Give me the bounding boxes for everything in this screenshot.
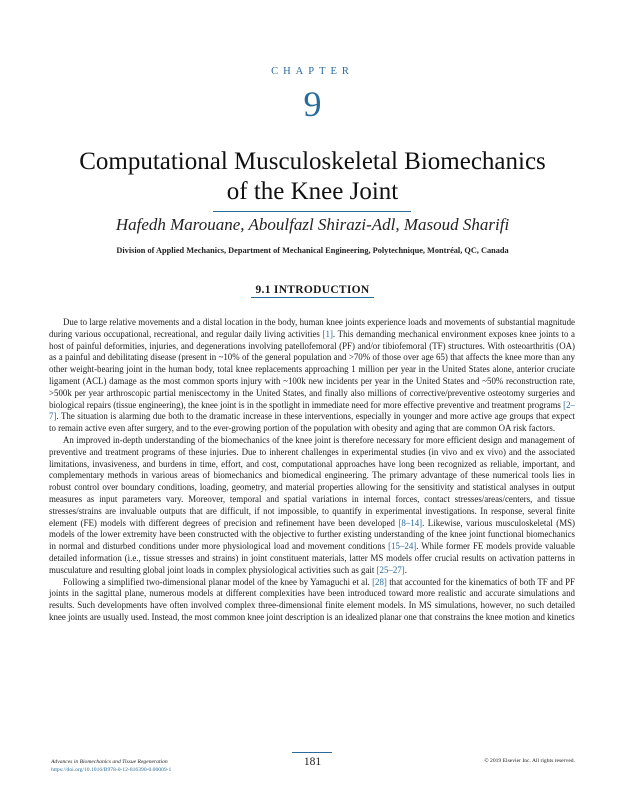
section-heading: 9.1 INTRODUCTION [255, 284, 370, 296]
book-title: Advances in Biomechanics and Tissue Regeneration [51, 759, 168, 765]
text-run: . Likewise, various musculoskeletal (MS) models of the lower extremity have been constructed with the objective to further existing understanding of the knee joint functional biomechanics in normal and disturbed conditions under more physiological load and movement conditions [49, 517, 575, 552]
text-run: . The situation is alarming due both to the dramatic increase in these interventions, especially in younger and more active age groups that expect to remain active even after surgery, and to the ever-growing portion of the population with obesity and aging that are common OA risk factors. [49, 411, 575, 434]
citation-link[interactable]: [15–24] [388, 541, 417, 552]
chapter-label: CHAPTER [271, 66, 354, 77]
affiliation: Division of Applied Mechanics, Department of Mechanical Engineering, Polytechnique, Montréal, QC, Canada [116, 246, 509, 255]
title-line-1: Computational Musculoskeletal Biomechanics [79, 148, 546, 175]
text-run: . [404, 564, 407, 575]
title-divider [213, 211, 411, 212]
doi-link[interactable]: https://doi.org/10.1016/B978-0-12-816390-0.00009-1 [51, 767, 172, 773]
text-run: . This demanding mechanical environment exposes knee joints to a host of painful deformities, injuries, and degenerations involving patellofemoral (PF) and/or tibiofemoral (TF) structures. With osteoarthritis (OA) as a painful and debilitating disease (present in ~10% of the general population and >70% of those over age 65) that affects the knee more than any other weight-bearing joint in the human body, total knee replacements approaching 1 million per year in the United States alone, anterior cruciate ligament (ACL) damage as the most common sports injury with ~100k new incidents per year in the United States and ~50% reconstruction rate, >500k per year arthroscopic partial meniscectomy in the United States, and finally also millions of corrective/preventive osteotomy surgeries and biological repairs (tissue engineering), the knee joint is in the spotlight in immediate need for more effective preventive and treatment programs [49, 328, 575, 410]
text-run: Due to large relative movements and a distal location in the body, human knee joints experience loads and movements of substantial magnitude during various occupational, recreational, and regular daily living activities [49, 317, 575, 339]
footer-divider [292, 752, 332, 753]
paragraph-2 [49, 435, 575, 577]
chapter-number: 9 [303, 84, 322, 124]
footer-citation [51, 758, 171, 774]
section-divider [251, 297, 374, 298]
body-text [49, 317, 575, 624]
text-run: . While former FE models provide valuable detailed information (i.e., tissue stresses and strains) in joint constituent materials, latter MS models offer crucial results on activation patterns in musculature and resulting global joint loads in complex physiological activities such as gait [49, 541, 575, 575]
paragraph-3 [49, 577, 575, 624]
citation-link[interactable]: [2–7] [49, 399, 575, 422]
paragraph-1 [49, 317, 575, 435]
authors: Hafedh Marouane, Aboulfazl Shirazi-Adl, Masoud Sharifi [115, 215, 510, 234]
page-number: 181 [303, 756, 322, 768]
citation-link[interactable]: [28] [372, 576, 387, 587]
chapter-title [40, 147, 585, 207]
text-run: that accounted for the kinematics of both TF and PF joints in the sagittal plane, numerous models at different complexities have been introduced toward more realistic and accurate simulations and results. Such developments have often involved complex three-dimensional finite element models. In MS simulations, however, no such detailed knee joints are usually used. Instead, the most common knee joint description is an idealized planar one that constrains the knee motion and kinetics [49, 576, 575, 622]
title-line-2: of the Knee Joint [226, 178, 399, 205]
copyright: © 2019 Elsevier Inc. All rights reserved. [484, 758, 575, 764]
citation-link[interactable]: [8–14] [398, 517, 423, 528]
text-run: Following a simplified two-dimensional planar model of the knee by Yamaguchi et al. [63, 576, 373, 587]
text-run: An improved in-depth understanding of the biomechanics of the knee joint is therefore necessary for more efficient design and management of preventive and treatment programs of these injuries. Due to inherent challenges in experimental studies (in vivo and ex vivo) and the associated limitations, invasiveness, and burdens in time, effort, and cost, computational approaches have long been recognized as reliable, important, and complementary methods in various areas of biomechanics and biomedical engineering. The primary advantage of these numerical tools lies in robust control over boundary conditions, loading, geometry, and material properties allowing for the sensitivity and statistical analyses in output measures as input parameters vary. Moreover, temporal and spatial variations in internal forces, contact stresses/areas/centers, and tissue stresses/strains are invaluable outputs that are difficult, if not impossible, to quantify in experimental investigations. In response, several finite element (FE) models with different degrees of precision and refinement have been developed [49, 434, 575, 528]
citation-link[interactable]: [1] [322, 328, 333, 339]
citation-link[interactable]: [25–27] [376, 564, 405, 575]
